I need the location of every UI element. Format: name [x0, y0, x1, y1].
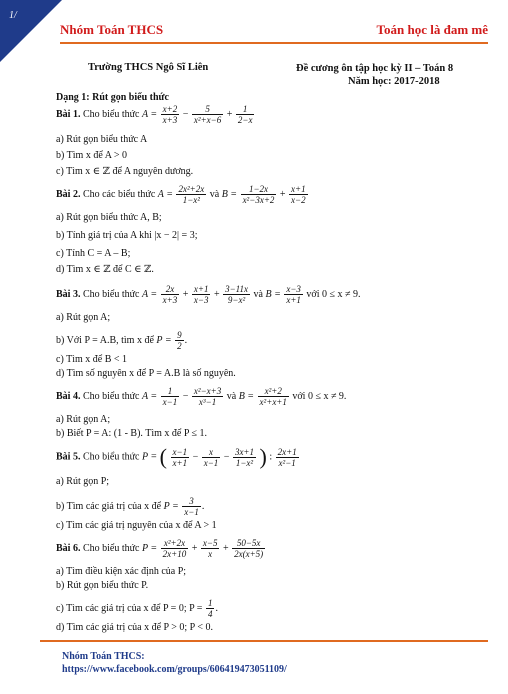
b5-part-b-text: b) Tìm các giá trị của x để: [56, 500, 164, 512]
footer-divider: [40, 640, 488, 642]
b6-statement: Bài 6. Cho biểu thức P = $\frac{\text{x²+2x}}{2x+10}$ + $\frac{x-5}{x}$ + $\frac{50-5x}{2x(x+5)}$: [56, 538, 264, 559]
b2-part-a: a) Rút gọn biểu thức A, B;: [56, 212, 162, 223]
slogan: Toán học là đam mê: [376, 22, 488, 37]
b3-part-b-text: b) Với P = A.B, tìm x để: [56, 334, 157, 346]
b2-statement: Bài 2. Cho các biểu thức A = $\frac{\text{2x²+2x}}{\text{1−x²}}$ và B = $\frac{1-2x}{\text{x²−3x+2}}$ + $\frac{x+1}{x-2}$: [56, 184, 306, 205]
page-number: 1/: [9, 10, 17, 21]
b1-part-a: a) Rút gọn biểu thức A: [56, 134, 148, 145]
b4-part-b: b) Biết P = A: (1 - B). Tìm x để P ≤ 1.: [56, 428, 208, 439]
school-year: Năm học: 2017-2018: [348, 76, 440, 87]
b1-part-b: b) Tìm x để A > 0: [56, 150, 128, 161]
b2-and: và: [209, 188, 222, 200]
b3-part-b: b) Với P = A.B, tìm x để P = $\frac{9}{2}$ .: [56, 330, 188, 351]
b3-statement: Bài 3. Cho biểu thức A = $\frac{2x}{x+3}$ + $\frac{x+1}{x-3}$ + $\frac{3-11x}{\text{9−x²}}$ và B = $\frac{x-3}{x+1}$ với 0 ≤ x ≠ 9.: [56, 284, 361, 305]
b4-intro: Cho biểu thức: [80, 390, 142, 402]
b3-intro: Cho biểu thức: [80, 288, 142, 300]
b4-part-a: a) Rút gọn A;: [56, 414, 111, 425]
b5-label: Bài 5.: [56, 451, 81, 463]
section-heading: Dạng 1: Rút gọn biểu thức: [56, 92, 169, 103]
b6-part-c-text: c) Tìm các giá trị của x để P = 0; P =: [56, 602, 205, 614]
b1-statement: Bài 1. Cho biểu thức A = $\frac{x+2}{x+3}$ − $\frac{5}{\text{x²+x−6}}$ + $\frac{1}{2-x}$: [56, 104, 253, 125]
b6-part-a: a) Tìm điều kiện xác định của P;: [56, 566, 187, 577]
school-name: Trường THCS Ngô Sĩ Liên: [88, 62, 209, 73]
b6-part-c: c) Tìm các giá trị của x để P = 0; P = $\frac{1}{4}$ .: [56, 598, 218, 619]
b4-statement: Bài 4. Cho biểu thức A = $\frac{1}{x-1}$ − $\frac{\text{x²−x+3}}{\text{x³−1}}$ và B = $\frac{\text{x²+2}}{\text{x²+x+1}}$ với 0 ≤ x ≠ 9.: [56, 386, 347, 407]
b3-part-c: c) Tìm x để B < 1: [56, 354, 128, 365]
footer-group-name: Nhóm Toán THCS:: [62, 651, 145, 662]
b2-part-c: c) Tính C = A – B;: [56, 248, 131, 259]
b3-label: Bài 3.: [56, 288, 81, 300]
b4-label: Bài 4.: [56, 390, 81, 402]
b5-part-b: b) Tìm các giá trị của x để P = $\frac{3}{x-1}$ .: [56, 496, 205, 517]
b5-part-c: c) Tìm các giá trị nguyên của x để A > 1: [56, 520, 217, 531]
b3-condition: với 0 ≤ x ≠ 9.: [303, 288, 361, 300]
b5-intro: Cho biểu thức: [80, 451, 142, 463]
b1-part-c: c) Tìm x ∈ ℤ để A nguyên dương.: [56, 166, 194, 177]
b3-part-d: d) Tìm số nguyên x để P = A.B là số nguyên.: [56, 368, 236, 379]
b6-part-b: b) Rút gọn biểu thức P.: [56, 580, 149, 591]
b1-intro: Cho biểu thức: [80, 108, 142, 120]
b2-part-b: b) Tính giá trị của A khi |x − 2| = 3;: [56, 230, 198, 241]
footer-link[interactable]: https://www.facebook.com/groups/606419473051109/: [62, 664, 287, 675]
header-divider: [60, 42, 488, 44]
b3-part-a: a) Rút gọn A;: [56, 312, 111, 323]
b2-intro: Cho các biểu thức: [80, 188, 158, 200]
b5-part-a: a) Rút gọn P;: [56, 476, 110, 487]
b3-and: và: [253, 288, 266, 300]
b5-statement: Bài 5. Cho biểu thức P = ( $\frac{x-1}{x+1}$ − $\frac{x}{x-1}$ − $\frac{3x+1}{\text{1−x²}}$ ) : $\frac{2x+1}{\text{x²−1}}$: [56, 444, 297, 469]
b6-intro: Cho biểu thức: [80, 542, 142, 554]
b6-part-d: d) Tìm các giá trị của x để P > 0; P < 0.: [56, 622, 213, 633]
b2-label: Bài 2.: [56, 188, 81, 200]
outline-heading: Đề cương ôn tập học kỳ II – Toán 8: [296, 63, 454, 74]
group-name: Nhóm Toán THCS: [60, 22, 164, 37]
b4-and: và: [226, 390, 239, 402]
outline-title: [296, 62, 496, 88]
b4-condition: với 0 ≤ x ≠ 9.: [289, 390, 347, 402]
footer: [62, 650, 287, 676]
b2-part-d: d) Tìm x ∈ ℤ để C ∈ ℤ.: [56, 264, 154, 275]
b6-label: Bài 6.: [56, 542, 81, 554]
b1-label: Bài 1.: [56, 108, 81, 120]
